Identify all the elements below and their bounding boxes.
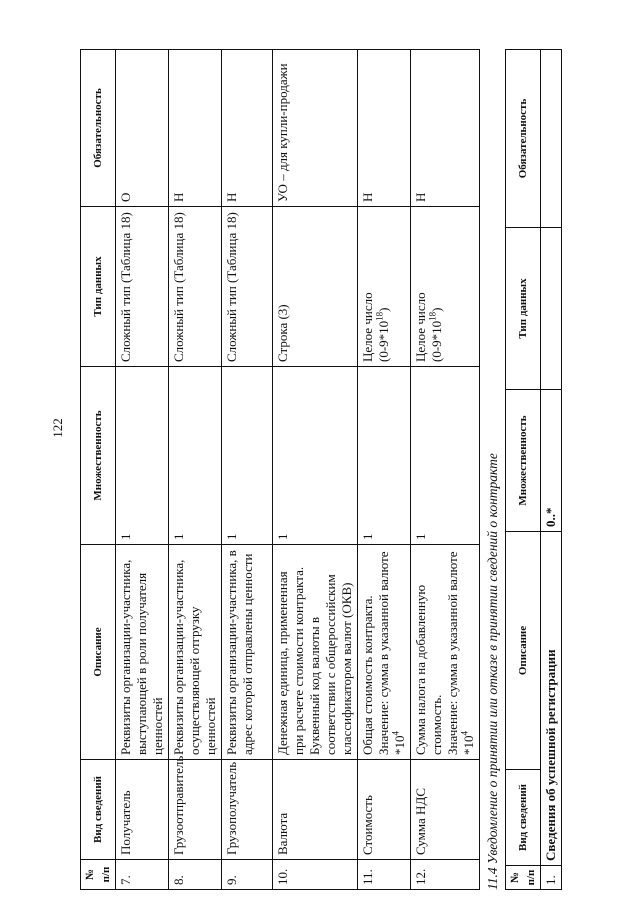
cell-mult: 1 — [169, 367, 222, 545]
cell-desc — [411, 545, 480, 760]
table-row — [358, 50, 411, 890]
type-line: (0-9*10 — [429, 320, 444, 362]
cell-desc: Реквизиты организации-участника, в адрес которой отправлены ценности — [222, 545, 273, 760]
type-line: Целое число — [360, 292, 375, 362]
table-row — [273, 50, 358, 890]
type-line-end: ) — [429, 307, 444, 312]
cell-kind: Стоимость — [358, 760, 411, 860]
cell-kind: Сведения об успешной регистрации — [541, 532, 562, 866]
cell-kind: Валюта — [273, 760, 358, 860]
header-type: Тип данных — [81, 207, 116, 367]
header-mult: Множественность — [506, 390, 541, 532]
desc-line: Значение: сумма в указанной валюте *10 — [376, 551, 407, 755]
header-num: № п/п — [81, 860, 116, 890]
cell-desc: Реквизиты организации-участника, выступающей в роли получателя ценностей — [116, 545, 169, 760]
cell-type: Строка (3) — [273, 207, 358, 367]
table-header-row — [81, 50, 116, 890]
cell-mult: 1 — [116, 367, 169, 545]
cell-num: 10. — [273, 860, 358, 890]
cell-type — [411, 207, 480, 367]
desc-line: Общая стоимость контракта. — [360, 595, 375, 755]
cell-type — [358, 207, 411, 367]
cell-mult: 1 — [222, 367, 273, 545]
header-desc: Описание — [81, 545, 116, 760]
cell-req: О — [116, 50, 169, 207]
cell-kind: Грузоотправитель — [169, 760, 222, 860]
cell-req: Н — [411, 50, 480, 207]
header-type: Тип данных — [506, 228, 541, 390]
requisites-table — [80, 49, 480, 890]
cell-type — [541, 228, 562, 390]
cell-mult: 1 — [273, 367, 358, 545]
cell-desc: Денежная единица, примененная при расчете стоимости контракта. Буквенный код валюты в соответствии с общероссийским классификатором валют (ОКВ) — [273, 545, 358, 760]
cell-num: 12. — [411, 860, 480, 890]
type-line: (0-9*10 — [376, 320, 391, 362]
type-line-end: ) — [376, 307, 391, 312]
exponent: 4 — [459, 731, 470, 736]
cell-req — [541, 50, 562, 228]
rotated-page-content — [80, 50, 560, 890]
cell-req: Н — [169, 50, 222, 207]
exponent: 18 — [427, 311, 438, 321]
notification-table — [505, 49, 562, 890]
cell-num: 1. — [541, 866, 562, 890]
cell-type: Сложный тип (Таблица 18) — [116, 207, 169, 367]
cell-req: Н — [222, 50, 273, 207]
header-mult: Множественность — [81, 367, 116, 545]
header-req: Обязательность — [81, 50, 116, 207]
cell-desc: Реквизиты организации-участника, осуществляющей отгрузку ценностей — [169, 545, 222, 760]
cell-num: 7. — [116, 860, 169, 890]
desc-line: Значение: сумма в указанной валюте *10 — [445, 551, 476, 755]
table-row — [169, 50, 222, 890]
page-number: 122 — [50, 418, 65, 438]
header-req: Обязательность — [506, 50, 541, 228]
cell-mult: 1 — [411, 367, 480, 545]
header-kind: Вид сведений — [81, 760, 116, 860]
section-title: 11.4 Уведомление о принятии или отказе в принятии сведений о контракте — [485, 453, 500, 890]
table-header-row — [506, 50, 541, 890]
cell-mult: 1 — [358, 367, 411, 545]
cell-num: 9. — [222, 860, 273, 890]
type-line: Целое число — [413, 292, 428, 362]
cell-num: 8. — [169, 860, 222, 890]
table-row — [116, 50, 169, 890]
cell-kind: Получатель — [116, 760, 169, 860]
desc-line: Сумма налога на добавленную стоимость. — [413, 584, 444, 755]
cell-req: УО – для купли-продажи — [273, 50, 358, 207]
cell-mult: 0..* — [541, 390, 562, 532]
cell-req: Н — [358, 50, 411, 207]
cell-type: Сложный тип (Таблица 18) — [169, 207, 222, 367]
table-row — [222, 50, 273, 890]
cell-type: Сложный тип (Таблица 18) — [222, 207, 273, 367]
table-row — [411, 50, 480, 890]
cell-kind: Грузополучатель — [222, 760, 273, 860]
table-row — [541, 50, 562, 890]
header-kind: Вид сведений — [506, 770, 541, 866]
exponent: 4 — [390, 731, 401, 736]
cell-num: 11. — [358, 860, 411, 890]
cell-desc — [358, 545, 411, 760]
header-num: № п/п — [506, 866, 541, 890]
exponent: 18 — [374, 311, 385, 321]
cell-kind: Сумма НДС — [411, 760, 480, 860]
header-desc: Описание — [506, 532, 541, 770]
